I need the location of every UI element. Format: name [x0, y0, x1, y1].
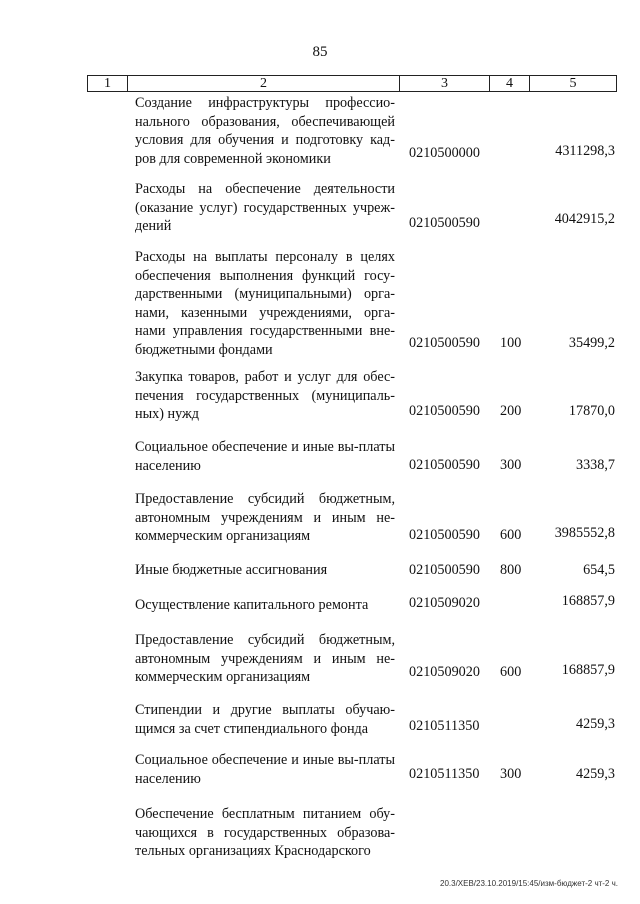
row-code: 0210511350 — [409, 766, 480, 782]
row-code: 0210500590 — [409, 457, 480, 473]
header-col-3: 3 — [400, 76, 490, 91]
row-type: 800 — [500, 562, 522, 578]
row-description: Расходы на выплаты персоналу в целях обеспечения выполнения функций госу-дарственными (муниципальными) орга-нами, казенными учреждениями, орга-нами управления государственными вне-бюджетными фондами — [135, 249, 395, 358]
row-code: 0210500590 — [409, 335, 480, 351]
row-code: 0210500590 — [409, 562, 480, 578]
row-type: 300 — [500, 766, 522, 782]
row-description: Расходы на обеспечение деятельности (оказание услуг) государственных учреж-дений — [135, 181, 395, 234]
row-amount: 17870,0 — [568, 403, 615, 419]
row-description: Создание инфраструктуры профессио-нального образования, обеспечивающей условия для обучения и подготовку кад-ров для современной экономики — [135, 95, 395, 167]
row-code: 0210500000 — [409, 145, 480, 161]
row-description: Социальное обеспечение и иные вы-платы населению — [135, 752, 395, 787]
row-code: 0210500590 — [409, 403, 480, 419]
row-code: 0210500590 — [409, 527, 480, 543]
page-number: 85 — [312, 44, 328, 60]
row-description: Обеспечение бесплатным питанием обу-чающихся в государственных образова-тельных организациях Краснодарского — [135, 806, 395, 859]
row-type: 300 — [500, 457, 522, 473]
table-header-row — [87, 75, 617, 92]
row-code: 0210509020 — [409, 595, 480, 611]
row-description: Социальное обеспечение и иные вы-платы населению — [135, 439, 395, 474]
row-amount: 168857,9 — [561, 593, 615, 609]
header-col-4: 4 — [490, 76, 530, 91]
row-type: 600 — [500, 527, 522, 543]
row-description: Предоставление субсидий бюджетным, автономным учреждениям и иным не-коммерческим организациям — [135, 632, 395, 685]
row-description: Закупка товаров, работ и услуг для обес-печения государственных (муниципаль-ных) нужд — [135, 369, 395, 422]
row-description: Стипендии и другие выплаты обучаю-щимся за счет стипендиального фонда — [135, 702, 395, 737]
row-type: 600 — [500, 664, 522, 680]
row-amount: 4311298,3 — [555, 143, 615, 159]
row-amount: 35499,2 — [568, 335, 615, 351]
row-amount: 4259,3 — [575, 766, 615, 782]
row-type: 100 — [500, 335, 522, 351]
row-description: Иные бюджетные ассигнования — [135, 562, 328, 578]
header-col-2: 2 — [128, 76, 400, 91]
row-type: 200 — [500, 403, 522, 419]
document-footer-stamp: 20.3/ХЕВ/23.10.2019/15:45/изм-бюджет-2 чт-2 ч. — [440, 879, 618, 888]
row-amount: 4259,3 — [575, 716, 615, 732]
row-amount: 168857,9 — [561, 662, 615, 678]
row-amount: 3338,7 — [575, 457, 615, 473]
row-description: Предоставление субсидий бюджетным, автономным учреждениям и иным не-коммерческим организациям — [135, 491, 395, 544]
row-amount: 654,5 — [583, 562, 615, 578]
row-code: 0210509020 — [409, 664, 480, 680]
row-amount: 4042915,2 — [554, 211, 615, 227]
header-col-1: 1 — [88, 76, 128, 91]
row-code: 0210511350 — [409, 718, 480, 734]
header-col-5: 5 — [569, 76, 577, 91]
row-code: 0210500590 — [409, 215, 480, 231]
row-amount: 3985552,8 — [554, 525, 615, 541]
row-description: Осуществление капитального ремонта — [135, 597, 369, 613]
